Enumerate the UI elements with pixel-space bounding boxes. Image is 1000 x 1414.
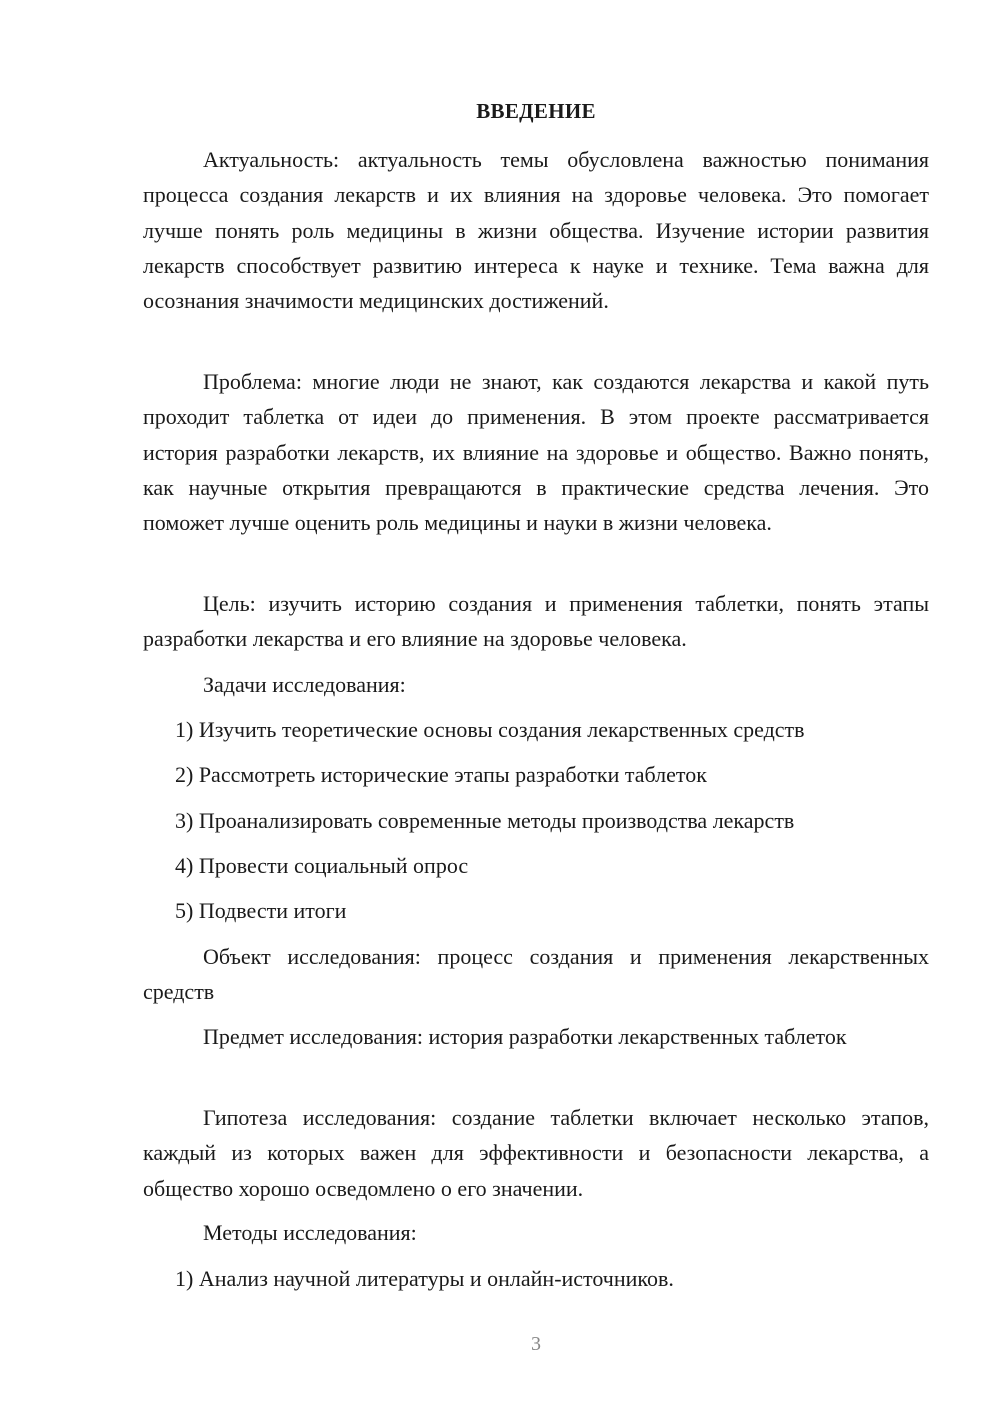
method-item-1: 1) Анализ научной литературы и онлайн-источников.	[175, 1266, 674, 1291]
task-item-3: 3) Проанализировать современные методы производства лекарств	[175, 808, 795, 833]
paragraph-object: Объект исследования: процесс создания и применения лекарственных средств	[143, 944, 929, 1005]
tasks-title: Задачи исследования:	[203, 672, 406, 697]
task-item-1: 1) Изучить теоретические основы создания лекарственных средств	[175, 717, 805, 742]
task-item-5: 5) Подвести итоги	[175, 898, 347, 923]
paragraph-subject: Предмет исследования: история разработки лекарственных таблеток	[203, 1024, 847, 1049]
paragraph-goal: Цель: изучить историю создания и применения таблетки, понять этапы разработки лекарства и его влияние на здоровье человека.	[143, 591, 929, 652]
task-item-2: 2) Рассмотреть исторические этапы разработки таблеток	[175, 762, 707, 787]
task-item-4: 4) Провести социальный опрос	[175, 853, 469, 878]
paragraph-problem: Проблема: многие люди не знают, как создаются лекарства и какой путь проходит таблетка от идеи до применения. В этом проекте рассматривается история разработки лекарств, их влияние на здоровье и общество. Важно понять, как научные открытия превращаются в практические средства лечения. Это поможет лучше оценить роль медицины и науки в жизни человека.	[143, 369, 929, 536]
methods-title: Методы исследования:	[203, 1220, 417, 1245]
page-title: ВВЕДЕНИЕ	[476, 99, 596, 123]
paragraph-hypothesis: Гипотеза исследования: создание таблетки включает несколько этапов, каждый из которых важен для эффективности и безопасности лекарства, а общество хорошо осведомлено о его значении.	[143, 1105, 929, 1201]
page-number: 3	[531, 1333, 541, 1355]
paragraph-relevance: Актуальность: актуальность темы обусловлена важностью понимания процесса создания лекарств и их влияния на здоровье человека. Это помогает лучше понять роль медицины в жизни общества. Изучение истории развития лекарств способствует развитию интереса к науке и технике. Тема важна для осознания значимости медицинских достижений.	[143, 147, 929, 314]
